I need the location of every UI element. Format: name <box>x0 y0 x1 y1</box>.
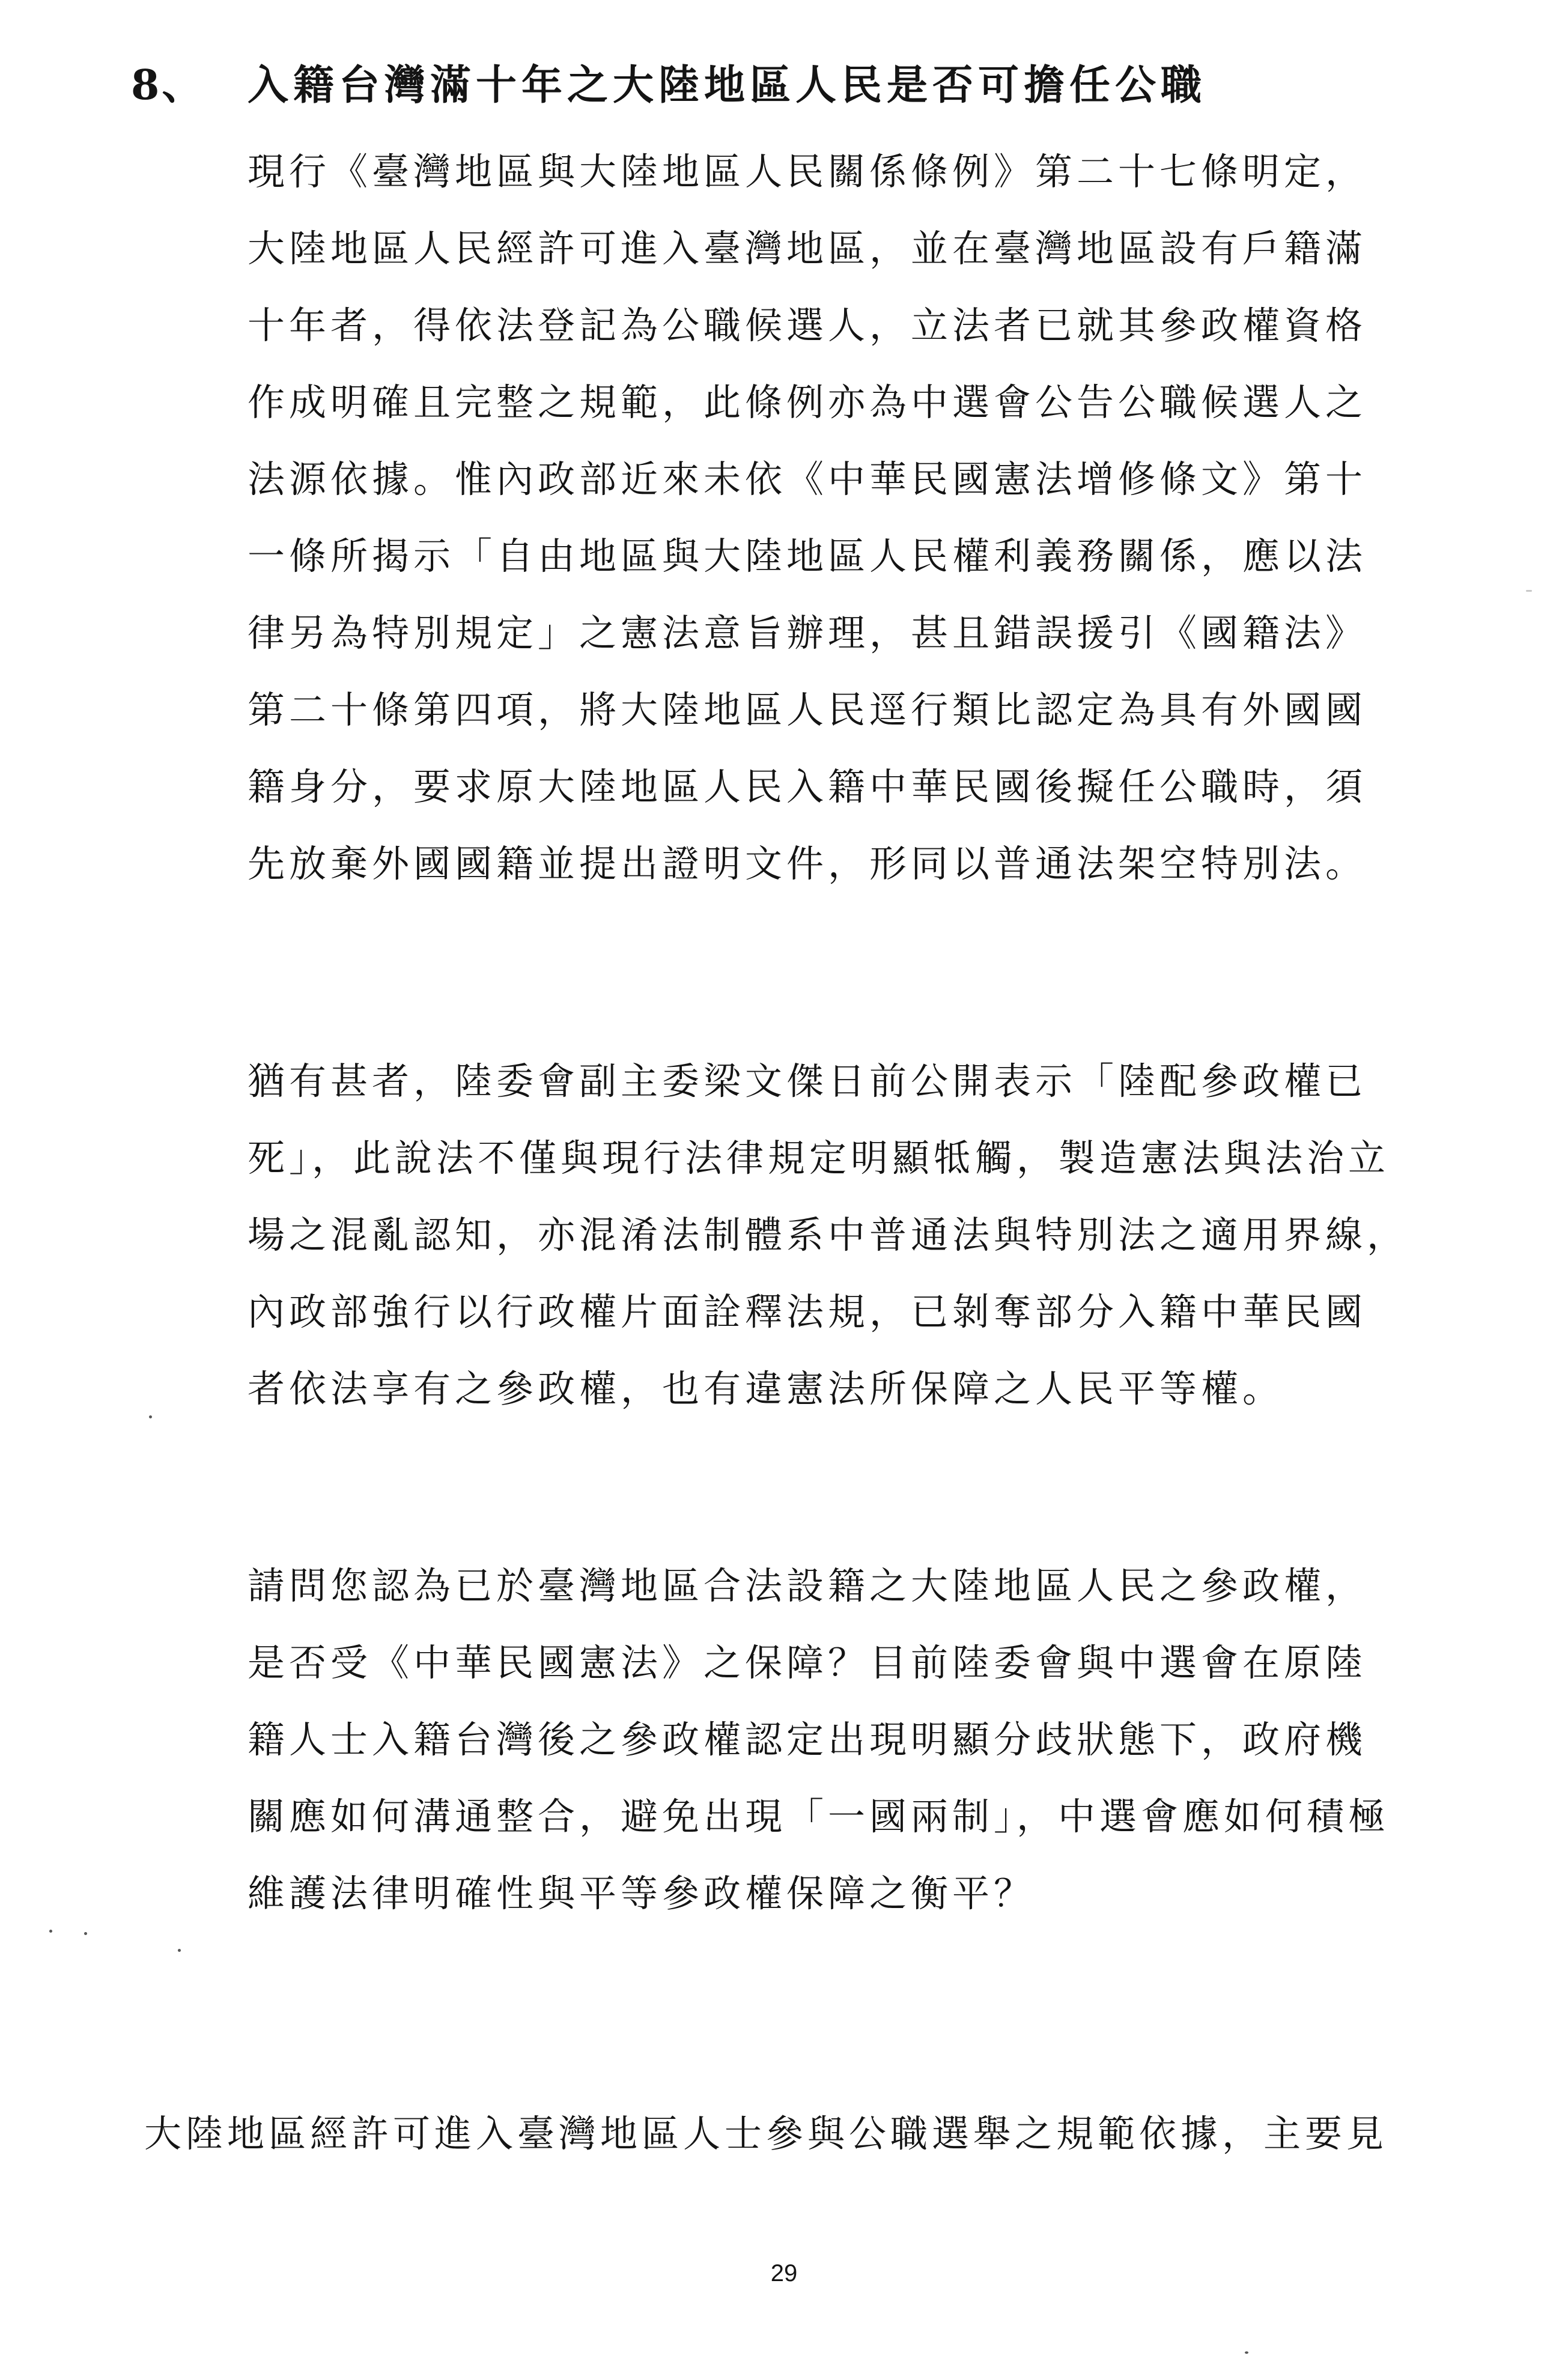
text-line: 關應如何溝通整合，避免出現「一國兩制」，中選會應如何積極 <box>248 1794 1390 1838</box>
text-line: 一條所揭示「自由地區與大陸地區人民權利義務關係，應以法 <box>248 534 1367 578</box>
text-line: 法源依據。惟內政部近來未依《中華民國憲法增修條文》第十 <box>248 457 1367 501</box>
text-line: 大陸地區人民經許可進入臺灣地區，並在臺灣地區設有戶籍滿 <box>248 226 1367 270</box>
page-number: 29 <box>770 2260 798 2287</box>
text-line: 者依法享有之參政權，也有違憲法所保障之人民平等權。 <box>248 1367 1284 1411</box>
scan-speck <box>49 1930 52 1933</box>
text-line: 現行《臺灣地區與大陸地區人民關係條例》第二十七條明定， <box>248 150 1367 193</box>
text-line: 死」，此說法不僅與現行法律規定明顯牴觸，製造憲法與法治立 <box>248 1136 1390 1180</box>
paragraph-answer-start <box>144 2095 1466 2172</box>
text-line: 猶有甚者，陸委會副主委梁文傑日前公開表示「陸配參政權已 <box>248 1059 1367 1103</box>
scan-speck <box>1526 590 1532 592</box>
text-line: 籍身分，要求原大陸地區人民入籍中華民國後擬任公職時，須 <box>248 765 1367 809</box>
question-number: 8、 <box>131 61 205 109</box>
text-line: 場之混亂認知，亦混淆法制體系中普通法與特別法之適用界線， <box>248 1213 1409 1257</box>
paragraph-legal-basis <box>248 133 1443 902</box>
scan-speck <box>1245 2351 1248 2354</box>
text-line: 維護法律明確性與平等參政權保障之衡平？ <box>248 1871 1036 1915</box>
question-title: 入籍台灣滿十年之大陸地區人民是否可擔任公職 <box>248 61 1207 109</box>
text-line: 大陸地區經許可進入臺灣地區人士參與公職選舉之規範依據，主要見 <box>144 2112 1388 2156</box>
text-line: 第二十條第四項，將大陸地區人民逕行類比認定為具有外國國 <box>248 688 1367 732</box>
text-line: 是否受《中華民國憲法》之保障？目前陸委會與中選會在原陸 <box>248 1641 1367 1685</box>
text-line: 內政部強行以行政權片面詮釋法規，已剝奪部分入籍中華民國 <box>248 1290 1367 1334</box>
paragraph-statement-criticism <box>248 1043 1443 1427</box>
text-line: 先放棄外國國籍並提出證明文件，形同以普通法架空特別法。 <box>248 842 1367 886</box>
text-line: 律另為特別規定」之憲法意旨辦理，甚且錯誤援引《國籍法》 <box>248 611 1367 655</box>
scan-speck <box>178 1949 181 1952</box>
text-line: 請問您認為已於臺灣地區合法設籍之大陸地區人民之參政權， <box>248 1564 1367 1608</box>
paragraph-question <box>248 1548 1443 1932</box>
text-line: 十年者，得依法登記為公職候選人，立法者已就其參政權資格 <box>248 303 1367 347</box>
text-line: 作成明確且完整之規範，此條例亦為中選會公告公職候選人之 <box>248 380 1367 424</box>
text-line: 籍人士入籍台灣後之參政權認定出現明顯分歧狀態下，政府機 <box>248 1718 1367 1761</box>
scan-speck <box>149 1415 152 1418</box>
scan-speck <box>84 1932 87 1935</box>
